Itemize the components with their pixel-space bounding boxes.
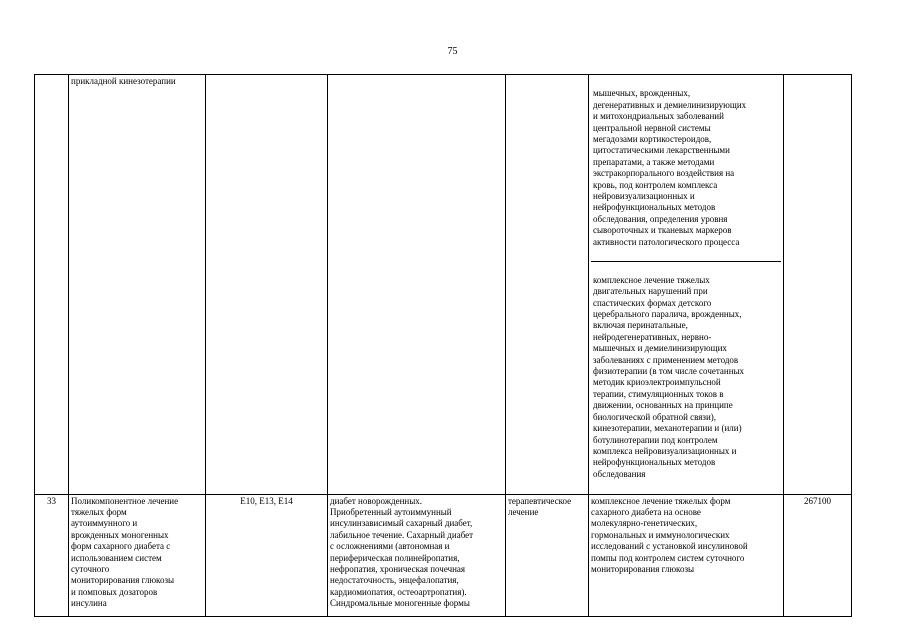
treatment-method-cell [589,75,784,495]
treatment-method-cell: комплексное лечение тяжелых форм сахарного диабета на основе молекулярно-генетических, гормональных и иммунологических исследований с установкой инсулиновой помпы под контролем систем суточного мониторирования глюкозы [589,494,784,616]
treatment-type-cell: терапевтическое лечение [506,494,589,616]
table-row-33 [35,494,852,616]
icd-codes-cell [206,75,328,495]
row-number-cell: 33 [35,494,69,616]
treatment-method-1: мышечных, врожденных, дегенеративных и демиелинизирующих и митохондриальных заболеваний центральной нервной системы мегадозами кортикостероидов, цитостатическими лекарственными препаратами, а также методами экстракорпорального воздействия на кровь, под контролем комплекса нейровизуализационных и нейрофункциональных методов обследования, определения уровня сывороточных и тканевых маркеров активности патологического процесса [591,87,781,262]
page-number: 75 [447,46,458,57]
table-row-continued [35,75,852,495]
service-name-cell: Поликомпонентное лечение тяжелых форм аутоиммунного и врожденных моногенных форм сахарного диабета с использованием систем суточного мониторирования глюкозы и помповых дозаторов инсулина [69,494,206,616]
row-number-cell [35,75,69,495]
service-name-cell: прикладной кинезотерапии [69,75,206,495]
icd-codes-cell: E10, E13, E14 [206,494,328,616]
services-table [34,74,852,617]
diagnosis-cell: диабет новорожденных. Приобретенный аутоиммунный инсулинзависимый сахарный диабет, лабильное течение. Сахарный диабет с осложнениями (автономная и периферическая полинейропатия, нефропатия, хроническая почечная недостаточность, энцефалопатия, кардиомиопатия, остеоартропатия). Синдромальные моногенные формы [328,494,506,616]
cost-cell: 267100 [784,494,852,616]
treatment-method-2: комплексное лечение тяжелых двигательных нарушений при спастических формах детского церебрального паралича, врожденных, включая перинатальные, нейродегенеративных, нервно- мышечных и демиелинизирующих заболеваниях с применением методов физиотерапии (в том числе сочетанных методик криоэлектроимпульсной терапии, стимуляционных токов в движении, основанных на принципе биологической обратной связи), кинезотерапии, механотерапии и (или) ботулинотерапии под контролем комплекса нейровизуализационных и нейрофункциональных методов обследования [593,274,745,479]
treatment-type-cell [506,75,589,495]
cost-cell [784,75,852,495]
diagnosis-cell [328,75,506,495]
